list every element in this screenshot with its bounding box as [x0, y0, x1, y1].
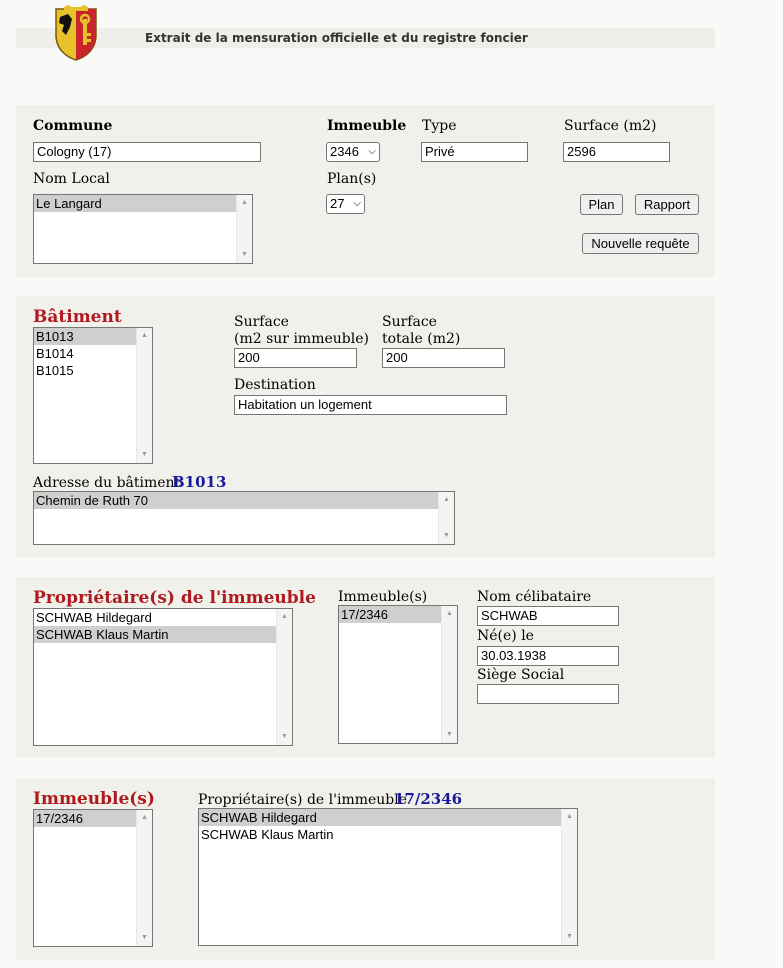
- surface-totale-label: Surface: [382, 314, 437, 330]
- chevron-down-icon: ⌵: [368, 146, 376, 157]
- scrollbar[interactable]: [276, 609, 292, 745]
- proprietaire-immeubles-list[interactable]: [338, 605, 458, 744]
- plan-button[interactable]: Plan: [580, 194, 623, 215]
- scroll-down-arrow-icon[interactable]: ▼: [443, 532, 450, 539]
- nom-celibataire-label: Nom célibataire: [477, 589, 592, 605]
- commune-field[interactable]: Cologny (17): [33, 142, 261, 162]
- scroll-up-arrow-icon[interactable]: ▲: [446, 610, 453, 617]
- proprietaires-title: Propriétaire(s) de l'immeuble: [33, 588, 316, 608]
- chevron-down-icon: ⌵: [353, 198, 361, 209]
- scrollbar[interactable]: [136, 328, 152, 463]
- nouvelle-requete-button[interactable]: Nouvelle requête: [582, 233, 699, 254]
- commune-label: Commune: [33, 118, 113, 134]
- list-item[interactable]: B1015: [36, 363, 74, 378]
- scrollbar[interactable]: [441, 606, 457, 743]
- scroll-up-arrow-icon[interactable]: ▲: [281, 613, 288, 620]
- surface-immeuble-field[interactable]: 200: [234, 348, 357, 368]
- surface-totale-sublabel: totale (m2): [382, 331, 461, 347]
- scroll-up-arrow-icon[interactable]: ▲: [443, 496, 450, 503]
- list-item[interactable]: SCHWAB Hildegard: [36, 610, 152, 625]
- adresse-list[interactable]: [33, 491, 455, 545]
- scroll-up-arrow-icon[interactable]: ▲: [141, 814, 148, 821]
- proprietaires-list[interactable]: [33, 608, 293, 746]
- surface-label: Surface (m2): [564, 118, 657, 134]
- immeuble-select[interactable]: [326, 142, 380, 162]
- scroll-down-arrow-icon[interactable]: ▼: [446, 731, 453, 738]
- scrollbar[interactable]: [236, 195, 252, 263]
- scroll-down-arrow-icon[interactable]: ▼: [241, 251, 248, 258]
- scroll-down-arrow-icon[interactable]: ▼: [566, 933, 573, 940]
- type-field[interactable]: Privé: [421, 142, 528, 162]
- scroll-up-arrow-icon[interactable]: ▲: [141, 332, 148, 339]
- ne-le-field[interactable]: 30.03.1938: [477, 646, 619, 666]
- batiment-title: Bâtiment: [33, 307, 122, 327]
- geneva-coat-of-arms-logo: [54, 5, 98, 61]
- scroll-up-arrow-icon[interactable]: ▲: [566, 813, 573, 820]
- immeubles-title: Immeuble(s): [33, 789, 155, 809]
- siege-social-field[interactable]: [477, 684, 619, 704]
- immeuble-proprietaires-code: 17/2346: [394, 790, 463, 808]
- siege-social-label: Siège Social: [477, 667, 565, 683]
- destination-label: Destination: [234, 377, 316, 393]
- list-item[interactable]: 17/2346: [34, 810, 136, 827]
- immeubles-label: Immeuble(s): [338, 589, 428, 605]
- list-item[interactable]: SCHWAB Hildegard: [199, 809, 561, 826]
- scroll-down-arrow-icon[interactable]: ▼: [141, 934, 148, 941]
- nom-celibataire-field[interactable]: SCHWAB: [477, 606, 619, 626]
- list-item[interactable]: Chemin de Ruth 70: [34, 492, 438, 509]
- list-item[interactable]: B1013: [34, 328, 136, 345]
- destination-field[interactable]: Habitation un logement: [234, 395, 507, 415]
- list-item[interactable]: Le Langard: [34, 195, 236, 212]
- scrollbar[interactable]: [438, 492, 454, 544]
- immeubles-list[interactable]: [33, 809, 153, 947]
- surface-immeuble-label: Surface: [234, 314, 289, 330]
- type-label: Type: [422, 118, 457, 134]
- list-item[interactable]: B1014: [36, 346, 74, 361]
- scroll-down-arrow-icon[interactable]: ▼: [281, 733, 288, 740]
- surface-totale-field[interactable]: 200: [382, 348, 505, 368]
- scrollbar[interactable]: [136, 810, 152, 946]
- batiment-list[interactable]: [33, 327, 153, 464]
- immeuble-label: Immeuble: [327, 118, 407, 134]
- surface-immeuble-sublabel: (m2 sur immeuble): [234, 331, 369, 347]
- adresse-code: B1013: [172, 473, 227, 491]
- surface-field[interactable]: 2596: [563, 142, 670, 162]
- nom-local-list[interactable]: [33, 194, 253, 264]
- scroll-up-arrow-icon[interactable]: ▲: [241, 199, 248, 206]
- scroll-down-arrow-icon[interactable]: ▼: [141, 451, 148, 458]
- list-item[interactable]: SCHWAB Klaus Martin: [201, 827, 334, 842]
- plan-select-value: 27: [330, 196, 345, 211]
- adresse-label: Adresse du bâtiment: [33, 475, 181, 491]
- list-item[interactable]: 17/2346: [339, 606, 441, 623]
- immeuble-proprietaires-label: Propriétaire(s) de l'immeuble: [198, 792, 408, 808]
- plans-label: Plan(s): [327, 171, 377, 187]
- nom-local-label: Nom Local: [33, 171, 110, 187]
- immeuble-proprietaires-list[interactable]: [198, 808, 578, 946]
- plan-select[interactable]: [326, 194, 365, 214]
- ne-le-label: Né(e) le: [477, 628, 534, 644]
- list-item[interactable]: SCHWAB Klaus Martin: [34, 626, 276, 643]
- rapport-button[interactable]: Rapport: [635, 194, 699, 215]
- page-title: Extrait de la mensuration officielle et du registre foncier: [145, 31, 528, 45]
- immeuble-select-value: 2346: [330, 144, 359, 159]
- scrollbar[interactable]: [561, 809, 577, 945]
